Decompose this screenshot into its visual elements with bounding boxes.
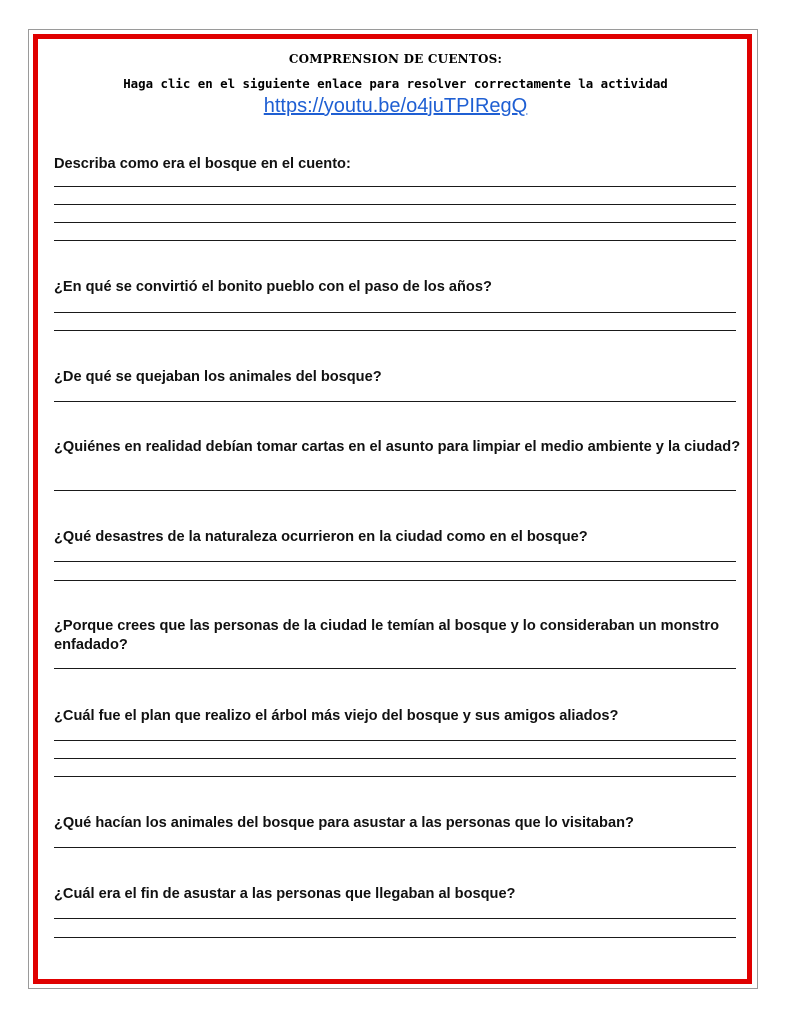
- page-red-border: [33, 34, 752, 984]
- question-4: ¿Quiénes en realidad debían tomar cartas en el asunto para limpiar el medio ambiente y la ciudad?: [54, 439, 741, 455]
- worksheet-instruction: Haga clic en el siguiente enlace para resolver correctamente la actividad: [123, 76, 668, 91]
- question-2: ¿En qué se convirtió el bonito pueblo con el paso de los años?: [54, 279, 492, 295]
- answer-line[interactable]: [54, 740, 736, 741]
- video-link[interactable]: https://youtu.be/o4juTPIRegQ: [263, 95, 528, 117]
- answer-line[interactable]: [54, 937, 736, 938]
- question-7: ¿Cuál fue el plan que realizo el árbol más viejo del bosque y sus amigos aliados?: [54, 708, 619, 724]
- question-9: ¿Cuál era el fin de asustar a las personas que llegaban al bosque?: [54, 886, 516, 902]
- worksheet-title: COMPRENSION DE CUENTOS:: [288, 52, 503, 66]
- question-8: ¿Qué hacían los animales del bosque para asustar a las personas que lo visitaban?: [54, 815, 634, 831]
- question-6: ¿Porque crees que las personas de la ciudad le temían al bosque y lo consideraban un monstro enfadado?: [54, 618, 720, 653]
- answer-line[interactable]: [54, 204, 736, 205]
- answer-line[interactable]: [54, 847, 736, 848]
- question-5: ¿Qué desastres de la naturaleza ocurrieron en la ciudad como en el bosque?: [54, 529, 588, 545]
- answer-line[interactable]: [54, 758, 736, 759]
- answer-line[interactable]: [54, 561, 736, 562]
- answer-line[interactable]: [54, 490, 736, 491]
- answer-line[interactable]: [54, 222, 736, 223]
- answer-line[interactable]: [54, 330, 736, 331]
- answer-line[interactable]: [54, 918, 736, 919]
- answer-line[interactable]: [54, 668, 736, 669]
- answer-line[interactable]: [54, 186, 736, 187]
- answer-line[interactable]: [54, 312, 736, 313]
- question-1: Describa como era el bosque en el cuento:: [54, 156, 351, 172]
- answer-line[interactable]: [54, 776, 736, 777]
- answer-line[interactable]: [54, 240, 736, 241]
- video-link-container: [40, 94, 751, 118]
- answer-line[interactable]: [54, 401, 736, 402]
- answer-line[interactable]: [54, 580, 736, 581]
- question-3: ¿De qué se quejaban los animales del bosque?: [54, 369, 382, 385]
